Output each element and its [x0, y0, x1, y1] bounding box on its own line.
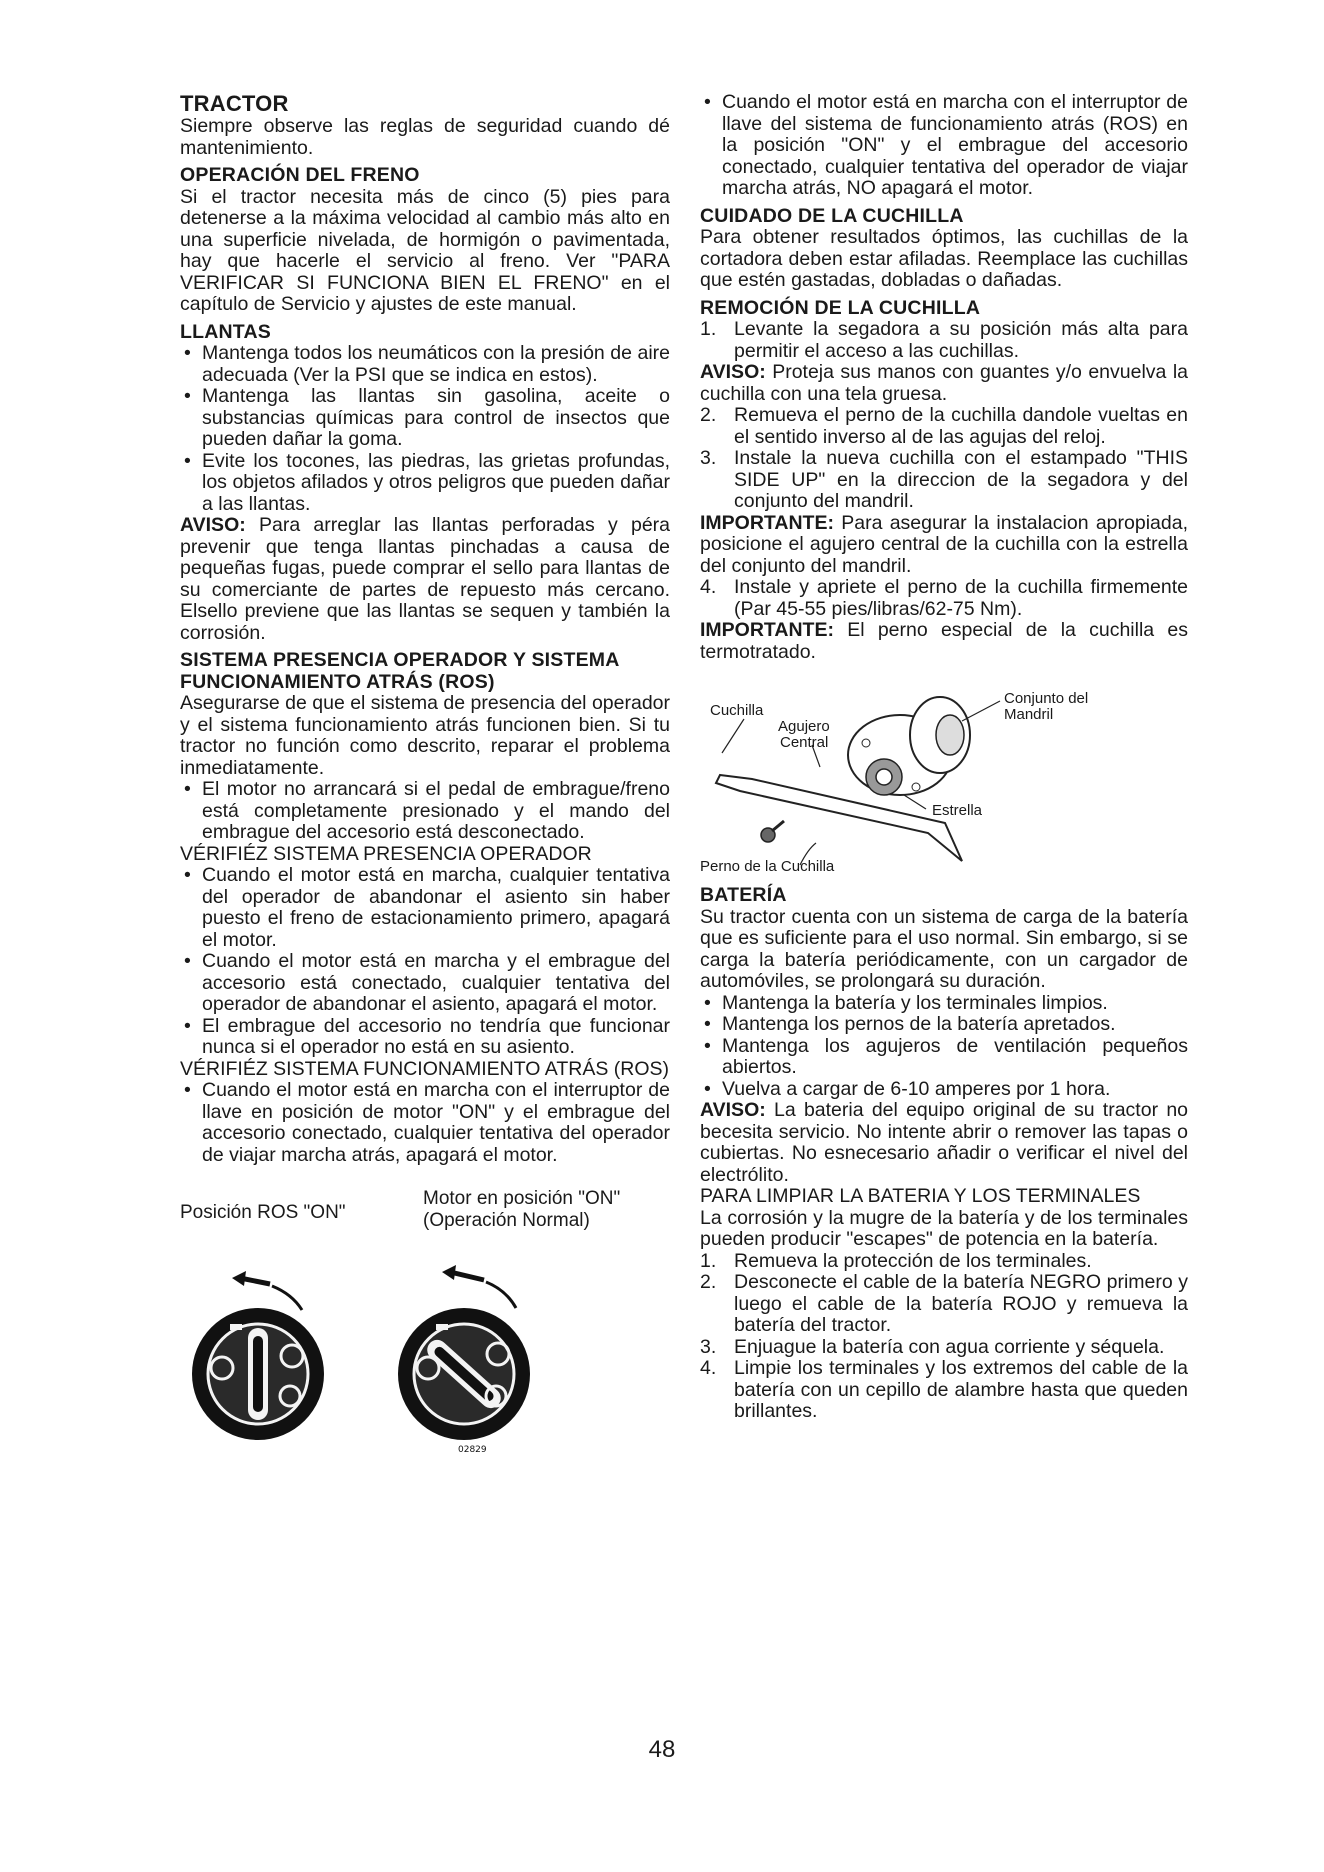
- step-number: 2.: [700, 404, 717, 426]
- verify-presence-list: [180, 865, 670, 1059]
- important-note-2: [700, 620, 1188, 663]
- list-item: • Cuando el motor está en marcha con el interruptor de llave del sistema de funcionamiento atrás (ROS) en la posición "ON" y el embrague del accesorio conectado, cualquier tentativa del operador de viajar marcha atrás, NO apagará el motor.: [700, 92, 1188, 200]
- engine-on-caption-line1: Motor en posición "ON": [423, 1188, 621, 1209]
- notice-label: AVISO:: [180, 514, 246, 536]
- step-text: Remueva el perno de la cuchilla dandole vueltas en el sentido inverso al de las agujas del reloj.: [734, 404, 1188, 448]
- important-note-1: [700, 513, 1188, 578]
- list-item: [700, 1358, 1188, 1423]
- step-text: Limpie los terminales y los extremos del cable de la batería con un cepillo de alambre hasta que queden brillantes.: [734, 1357, 1188, 1422]
- tires-list: [180, 343, 670, 515]
- important-text: Para asegurar la instalacion apropiada, posicione el agujero central de la cuchilla con la estrella del conjunto del mandril.: [700, 511, 1188, 577]
- star-label: Estrella: [932, 802, 983, 819]
- spindle-label: [1004, 691, 1088, 723]
- step-number: 2.: [700, 1271, 717, 1293]
- tractor-heading: TRACTOR: [180, 91, 289, 116]
- important-label: IMPORTANTE:: [700, 619, 834, 641]
- tires-heading: LLANTAS: [180, 320, 271, 343]
- verify-presence-heading: VÉRIFIÉZ SISTEMA PRESENCIA OPERADOR: [180, 842, 592, 865]
- ignition-switch-ros-on-icon: [180, 1262, 340, 1442]
- step-text: Enjuague la batería con agua corriente y séquela.: [734, 1335, 1165, 1358]
- list-item: • El motor no arrancará si el pedal de embrague/freno está completamente presionado y el mando del embrague del accesorio está desconectado.: [180, 779, 670, 844]
- step-number: 3.: [700, 447, 717, 469]
- blade-label: Cuchilla: [710, 702, 764, 719]
- spindle-label-line1: Conjunto del: [1004, 690, 1089, 707]
- blade-bolt-label: Perno de la Cuchilla: [700, 858, 835, 875]
- battery-list: [700, 993, 1188, 1101]
- step-text: Levante la segadora a su posición más alta para permitir el acceso a las cuchillas.: [734, 318, 1188, 362]
- list-item: • Mantenga los agujeros de ventilación pequeños abiertos.: [700, 1036, 1188, 1079]
- list-item: • Mantenga las llantas sin gasolina, aceite o substancias químicas para control de insectos que pueden dañar la goma.: [180, 386, 670, 451]
- notice-label: AVISO:: [700, 1099, 766, 1121]
- notice-text: Para arreglar las llantas perforadas y péra prevenir que tenga llantas pinchadas a causa de pequeñas fugas, puede comprar el sello para llantas de su comerciante de partes de repuesto más cercano. Elsello previene que las llantas se sequen y también la corrosión.: [180, 514, 671, 644]
- list-item: • Vuelva a cargar de 6-10 amperes por 1 hora.: [700, 1079, 1188, 1101]
- step-text: Desconecte el cable de la batería NEGRO primero y luego el cable de la batería ROJO y remueva la batería del tractor.: [734, 1271, 1188, 1336]
- notice-text: La bateria del equipo original de su tractor no becesita servicio. No intente abrir o remover las tapas o cubiertas. No esnecesario añadir o verificar el nivel del electrólito.: [700, 1099, 1189, 1186]
- step-text: Instale la nueva cuchilla con el estampado "THIS SIDE UP" en la direccion de la segadora y del conjunto del mandril.: [734, 447, 1188, 512]
- tires-notice: [180, 515, 670, 644]
- battery-text: Su tractor cuenta con un sistema de carga de la batería que es suficiente para el uso normal. Sin embargo, si se carga la batería periódicamente, con un cargador de automóviles, se prolongará su duración.: [700, 905, 1188, 992]
- ros-text: Asegurarse de que el sistema de presencia del operador y el sistema funcionamiento atrás funcionen bien. Si tu tractor no función como descrito, reparar el problema inmediatamente.: [180, 692, 670, 779]
- important-text: El perno especial de la cuchilla es termotratado.: [700, 619, 1189, 663]
- list-item: • Cuando el motor está en marcha, cualquier tentativa del operador de abandonar el asiento sin haber puesto el freno de estacionamiento primero, apagará el motor.: [180, 865, 670, 951]
- list-item: [700, 1272, 1188, 1337]
- blade-care-heading: CUIDADO DE LA CUCHILLA: [700, 204, 964, 227]
- ignition-figure: [180, 1184, 670, 1514]
- step-number: 4.: [700, 576, 717, 598]
- blade-care-text: Para obtener resultados óptimos, las cuchillas de la cortadora deben estar afiladas. Reemplace las cuchillas que estén gastadas, dobladas o dañadas.: [700, 226, 1188, 291]
- list-item: • Mantenga todos los neumáticos con la presión de aire adecuada (Ver la PSI que se indica en estos).: [180, 343, 670, 386]
- step-number: 1.: [700, 1249, 717, 1272]
- brake-text: Si el tractor necesita más de cinco (5) pies para detenerse a la máxima velocidad al cambio más alto en una superficie nivelada, de hormigón o pavimentada, hay que hacerle el servicio al freno. Ver "PARA VERIFICAR SI FUNCIONA BIEN EL FRENO" en el capítulo de Servicio y ajustes de este manual.: [180, 185, 670, 315]
- step-text: Remueva la protección de los terminales.: [734, 1249, 1092, 1272]
- battery-notice: [700, 1100, 1188, 1186]
- engine-on-caption-line2: (Operación Normal): [423, 1210, 590, 1231]
- list-item: • Mantenga los pernos de la batería apretados.: [700, 1014, 1188, 1036]
- spindle-label-line2: Mandril: [1004, 706, 1054, 723]
- list-item: [700, 319, 1188, 362]
- blade-removal-steps-2-3: [700, 405, 1188, 513]
- list-item: • Cuando el motor está en marcha con el interruptor de llave en posición de motor "ON" y el embrague del accesorio conectado, cualquier tentativa del operador de viajar marcha atrás, apagará el motor.: [180, 1080, 670, 1166]
- part-code: 02829: [458, 1445, 487, 1455]
- list-item: [700, 1337, 1188, 1359]
- blade-removal-step-4: [700, 577, 1188, 620]
- right-ros-list: [700, 92, 1188, 200]
- left-column: [180, 92, 670, 1514]
- list-item: • Cuando el motor está en marcha y el embrague del accesorio está conectado, cualquier tentativa del operador de abandonar el asiento, apagará el motor.: [180, 951, 670, 1016]
- step-text: Instale y apriete el perno de la cuchilla firmemente (Par 45-55 pies/libras/62-75 Nm).: [734, 576, 1188, 620]
- center-hole-label-line2: Central: [780, 734, 829, 751]
- notice-label: AVISO:: [700, 361, 766, 383]
- clean-battery-steps: [700, 1251, 1188, 1423]
- list-item: • Mantenga la batería y los terminales limpios.: [700, 993, 1188, 1015]
- blade-assembly-icon: [700, 683, 1188, 879]
- blade-notice: [700, 362, 1188, 405]
- blade-removal-heading: REMOCIÓN DE LA CUCHILLA: [700, 296, 981, 319]
- ros-list: [180, 779, 670, 844]
- important-label: IMPORTANTE:: [700, 511, 834, 534]
- clean-battery-heading: PARA LIMPIAR LA BATERIA Y LOS TERMINALES: [700, 1185, 1141, 1207]
- step-number: 4.: [700, 1357, 717, 1379]
- step-number: 3.: [700, 1335, 717, 1358]
- page-number: 48: [648, 1736, 676, 1763]
- list-item: [700, 448, 1188, 513]
- clean-battery-text: La corrosión y la mugre de la batería y de los terminales pueden producir "escapes" de potencia en la batería.: [700, 1206, 1188, 1250]
- engine-on-caption: [423, 1188, 620, 1232]
- verify-ros-heading: VÉRIFIÉZ SISTEMA FUNCIONAMIENTO ATRÁS (ROS): [180, 1057, 669, 1080]
- ignition-switch-engine-on-icon: [380, 1256, 550, 1456]
- verify-ros-list: [180, 1080, 670, 1166]
- list-item: [700, 405, 1188, 448]
- right-column: [700, 92, 1188, 1423]
- ros-heading: SISTEMA PRESENCIA OPERADOR Y SISTEMA FUNCIONAMIENTO ATRÁS (ROS): [180, 649, 619, 693]
- brake-heading: OPERACIÓN DEL FRENO: [180, 164, 420, 186]
- list-item: • El embrague del accesorio no tendría que funcionar nunca si el operador no está en su asiento.: [180, 1016, 670, 1059]
- center-hole-label-line1: Agujero: [778, 718, 830, 735]
- list-item: [700, 577, 1188, 620]
- center-hole-label: [778, 719, 830, 751]
- list-item: • Evite los tocones, las piedras, las grietas profundas, los objetos afilados y otros peligros que pueden dañar a las llantas.: [180, 451, 670, 516]
- blade-removal-step-1: [700, 319, 1188, 362]
- tractor-text: Siempre observe las reglas de seguridad cuando dé mantenimiento.: [180, 115, 670, 159]
- notice-text: Proteja sus manos con guantes y/o envuelva la cuchilla con una tela gruesa.: [700, 361, 1188, 405]
- step-number: 1.: [700, 318, 717, 340]
- list-item: [700, 1251, 1188, 1273]
- ros-on-caption: Posición ROS "ON": [180, 1202, 346, 1223]
- blade-figure: [700, 683, 1188, 879]
- battery-heading: BATERÍA: [700, 884, 787, 906]
